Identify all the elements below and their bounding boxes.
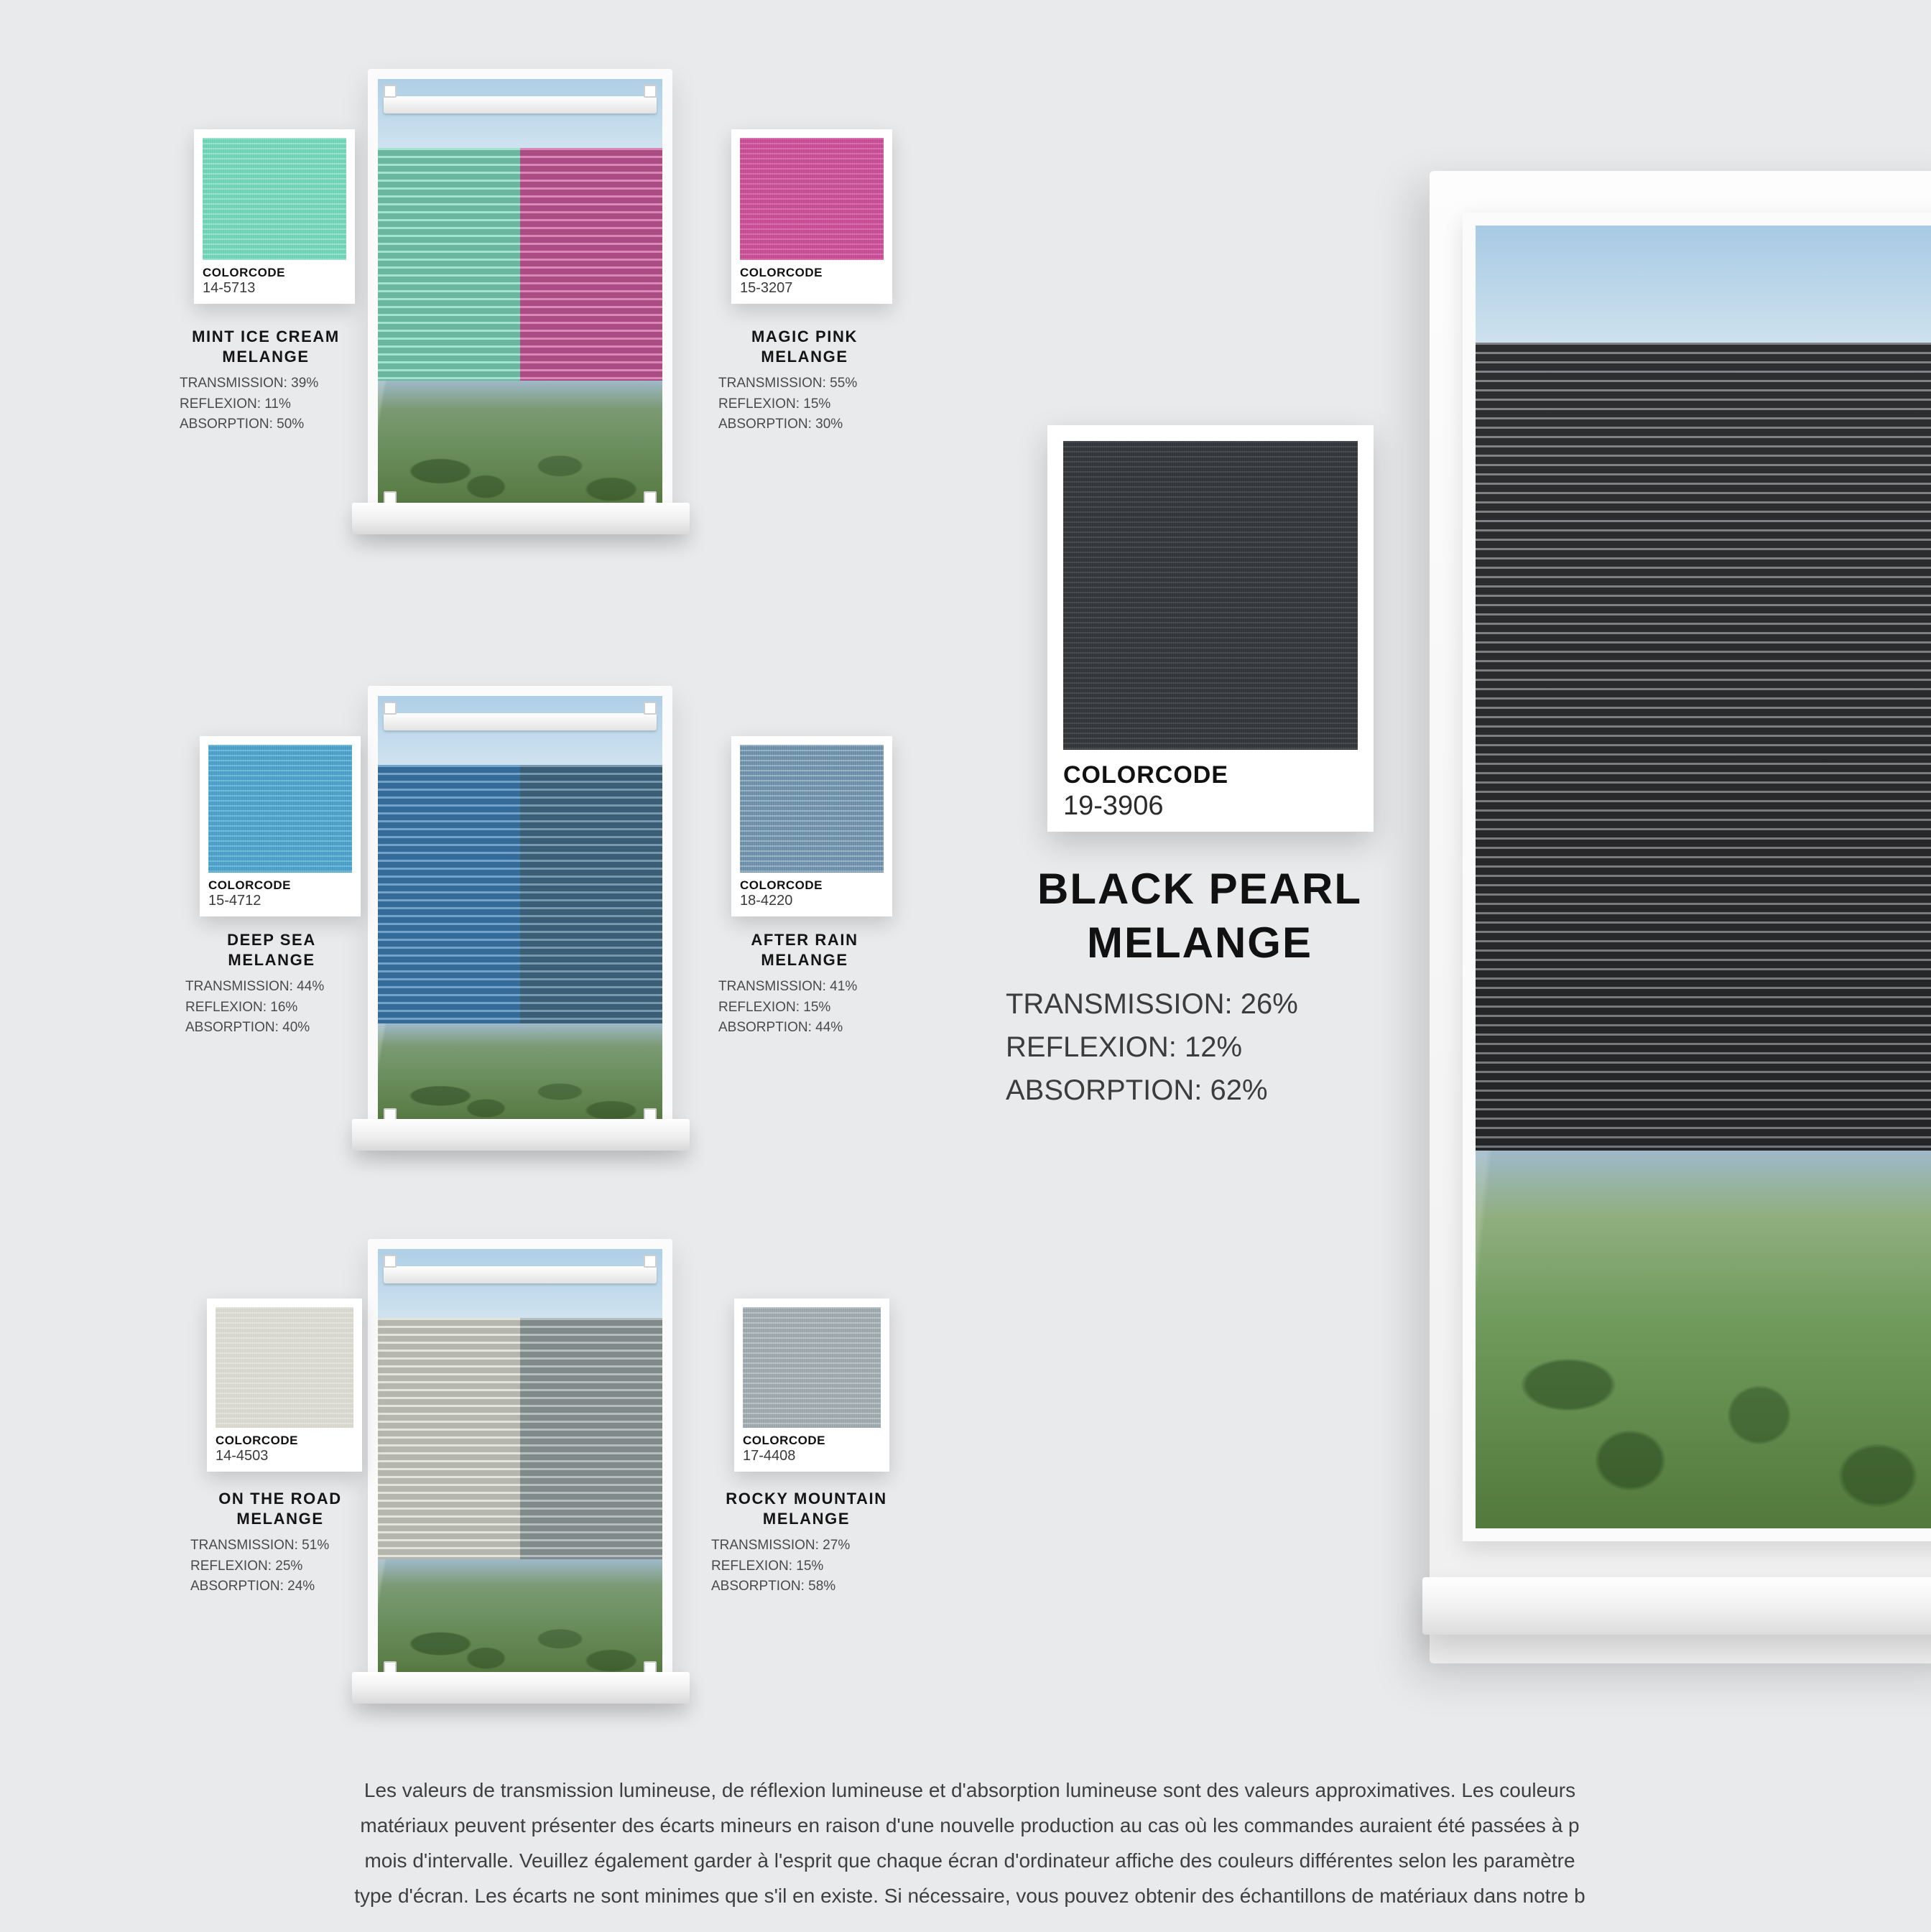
product-info-mint-ice-cream xyxy=(180,327,352,435)
spec-transmission: TRANSMISSION: 41% xyxy=(718,979,858,994)
spec-reflexion: REFLEXION: 15% xyxy=(711,1558,824,1574)
spec-absorption: ABSORPTION: 40% xyxy=(185,1020,310,1035)
pleat-texture xyxy=(378,765,520,1023)
product-name-line1: AFTER RAIN xyxy=(751,931,858,949)
pleat-texture xyxy=(520,765,662,1023)
product-name-line1: DEEP SEA xyxy=(227,931,316,949)
pleated-blind xyxy=(378,765,662,1023)
product-name-line2: MELANGE xyxy=(228,950,315,969)
frame-corner xyxy=(644,1255,657,1268)
fabric-swatch-mint-ice-cream xyxy=(203,138,346,260)
blind-left-half xyxy=(378,765,520,1023)
product-info-on-the-road xyxy=(190,1489,370,1597)
colorcode-value: 19-3906 xyxy=(1063,791,1164,821)
disclaimer-line-1: Les valeurs de transmission lumineuse, de réflexion lumineuse et d'absorption lumineuse sont des valeurs approximatives. Les couleurs xyxy=(363,1779,1576,1801)
pleat-texture xyxy=(378,1318,520,1559)
disclaimer-text xyxy=(216,1773,1724,1913)
colorcode-label: COLORCODE xyxy=(203,266,285,279)
spec-transmission: TRANSMISSION: 51% xyxy=(190,1538,330,1553)
swatch-card-on-the-road[interactable] xyxy=(207,1299,362,1472)
headrail xyxy=(384,1266,657,1283)
window-sill-bottom xyxy=(352,1672,690,1704)
product-info-black-pearl xyxy=(1006,862,1394,1112)
product-name-line2: MELANGE xyxy=(762,1509,851,1528)
spec-absorption: ABSORPTION: 62% xyxy=(1006,1074,1268,1106)
window-frame xyxy=(1463,213,1931,1541)
product-info-deep-sea xyxy=(185,930,358,1039)
colorcode-value: 18-4220 xyxy=(740,893,793,909)
frame-corner xyxy=(644,702,657,715)
fabric-swatch-rocky-mountain xyxy=(743,1307,881,1428)
product-name-line1: MINT ICE CREAM xyxy=(192,328,340,345)
spec-transmission: TRANSMISSION: 39% xyxy=(180,376,319,391)
headrail xyxy=(384,713,657,730)
colorcode-value: 15-3207 xyxy=(740,280,793,296)
window-feature-large xyxy=(1430,171,1931,1663)
blind-right-half xyxy=(520,1318,662,1559)
pleat-texture xyxy=(378,148,520,381)
fabric-swatch-deep-sea xyxy=(208,745,352,873)
window-sill-middle xyxy=(352,1119,690,1151)
product-name-line2: MELANGE xyxy=(761,347,848,366)
sky xyxy=(1476,226,1931,343)
blind-right-half xyxy=(520,148,662,381)
product-name-line1: BLACK PEARL xyxy=(1037,865,1362,913)
swatch-card-magic-pink[interactable] xyxy=(731,129,892,304)
colorcode-label: COLORCODE xyxy=(216,1434,298,1447)
product-info-rocky-mountain xyxy=(711,1489,902,1597)
spec-absorption: ABSORPTION: 30% xyxy=(718,417,843,432)
window-top xyxy=(368,69,672,520)
spec-absorption: ABSORPTION: 24% xyxy=(190,1579,315,1594)
spec-absorption: ABSORPTION: 50% xyxy=(180,417,305,432)
fabric-swatch-after-rain xyxy=(740,745,884,873)
spec-transmission: TRANSMISSION: 44% xyxy=(185,979,325,994)
product-name-line2: MELANGE xyxy=(236,1509,324,1528)
colorcode-label: COLORCODE xyxy=(743,1434,825,1447)
spec-absorption: ABSORPTION: 58% xyxy=(711,1579,836,1594)
frame-corner xyxy=(384,1255,397,1268)
headrail xyxy=(384,96,657,113)
swatch-card-rocky-mountain[interactable] xyxy=(734,1299,889,1472)
colorcode-label: COLORCODE xyxy=(740,266,823,279)
colorcode-value: 14-5713 xyxy=(203,280,256,296)
window-frame xyxy=(368,686,672,1137)
product-name-line2: MELANGE xyxy=(1087,919,1312,967)
swatch-card-after-rain[interactable] xyxy=(731,736,892,916)
colorcode-label: COLORCODE xyxy=(1063,761,1228,789)
fabric-swatch-on-the-road xyxy=(216,1307,353,1428)
outdoor-view xyxy=(378,381,662,510)
blind-left-half xyxy=(378,1318,520,1559)
colorcode-value: 14-4503 xyxy=(216,1448,269,1464)
pleated-blind-black-pearl xyxy=(1476,343,1931,1151)
spec-reflexion: REFLEXION: 15% xyxy=(718,999,831,1015)
spec-reflexion: REFLEXION: 11% xyxy=(180,396,291,412)
product-name-line1: ROCKY MOUNTAIN xyxy=(726,1490,887,1508)
swatch-card-black-pearl[interactable] xyxy=(1047,425,1374,832)
sky xyxy=(378,1249,662,1318)
sky xyxy=(378,696,662,765)
colorcode-value: 17-4408 xyxy=(743,1448,796,1464)
pleated-blind xyxy=(378,1318,662,1559)
fabric-swatch-magic-pink xyxy=(740,138,884,260)
outdoor-view xyxy=(378,1023,662,1127)
outdoor-view xyxy=(1476,1151,1931,1528)
spec-reflexion: REFLEXION: 15% xyxy=(718,396,831,412)
window-frame xyxy=(368,69,672,520)
product-info-after-rain xyxy=(718,930,891,1039)
spec-transmission: TRANSMISSION: 27% xyxy=(711,1538,851,1553)
sky xyxy=(378,79,662,148)
spec-reflexion: REFLEXION: 25% xyxy=(190,1558,303,1574)
outdoor-view xyxy=(378,1559,662,1680)
frame-corner xyxy=(384,85,397,98)
disclaimer-line-2: matériaux peuvent présenter des écarts mineurs en raison d'une nouvelle production au cas où les commandes auraient été passées à p xyxy=(360,1814,1580,1836)
spec-reflexion: REFLEXION: 12% xyxy=(1006,1031,1243,1063)
pleated-blind xyxy=(378,148,662,381)
pleat-texture xyxy=(520,1318,662,1559)
window-middle xyxy=(368,686,672,1137)
product-info-magic-pink xyxy=(718,327,891,435)
product-name-line1: MAGIC PINK xyxy=(751,328,858,345)
product-name-line2: MELANGE xyxy=(222,347,310,366)
window-frame xyxy=(368,1239,672,1690)
spec-transmission: TRANSMISSION: 26% xyxy=(1006,988,1298,1020)
blind-left-half xyxy=(378,148,520,381)
colorcode-label: COLORCODE xyxy=(740,878,823,892)
frame-corner xyxy=(384,702,397,715)
spec-absorption: ABSORPTION: 44% xyxy=(718,1020,843,1035)
blind-right-half xyxy=(520,765,662,1023)
disclaimer-line-4: type d'écran. Les écarts ne sont minimes que s'il en existe. Si nécessaire, vous pouvez obtenir des échantillons de matériaux dans notre b xyxy=(354,1885,1585,1907)
fabric-swatch-black-pearl xyxy=(1063,441,1358,750)
colorcode-label: COLORCODE xyxy=(208,878,291,892)
swatch-card-mint-ice-cream[interactable] xyxy=(194,129,355,304)
window-bottom xyxy=(368,1239,672,1690)
product-name-line1: ON THE ROAD xyxy=(218,1490,342,1508)
product-name-line2: MELANGE xyxy=(761,950,848,969)
disclaimer-line-3: mois d'intervalle. Veuillez également garder à l'esprit que chaque écran d'ordinateur affiche des couleurs différentes selon les paramètre xyxy=(364,1849,1575,1872)
window-sill-top xyxy=(352,503,690,534)
frame-corner xyxy=(644,85,657,98)
spec-reflexion: REFLEXION: 16% xyxy=(185,999,298,1015)
pleat-texture xyxy=(520,148,662,381)
spec-transmission: TRANSMISSION: 55% xyxy=(718,376,858,391)
window-sill-feature xyxy=(1422,1577,1931,1635)
swatch-card-deep-sea[interactable] xyxy=(200,736,361,916)
colorcode-value: 15-4712 xyxy=(208,893,261,909)
